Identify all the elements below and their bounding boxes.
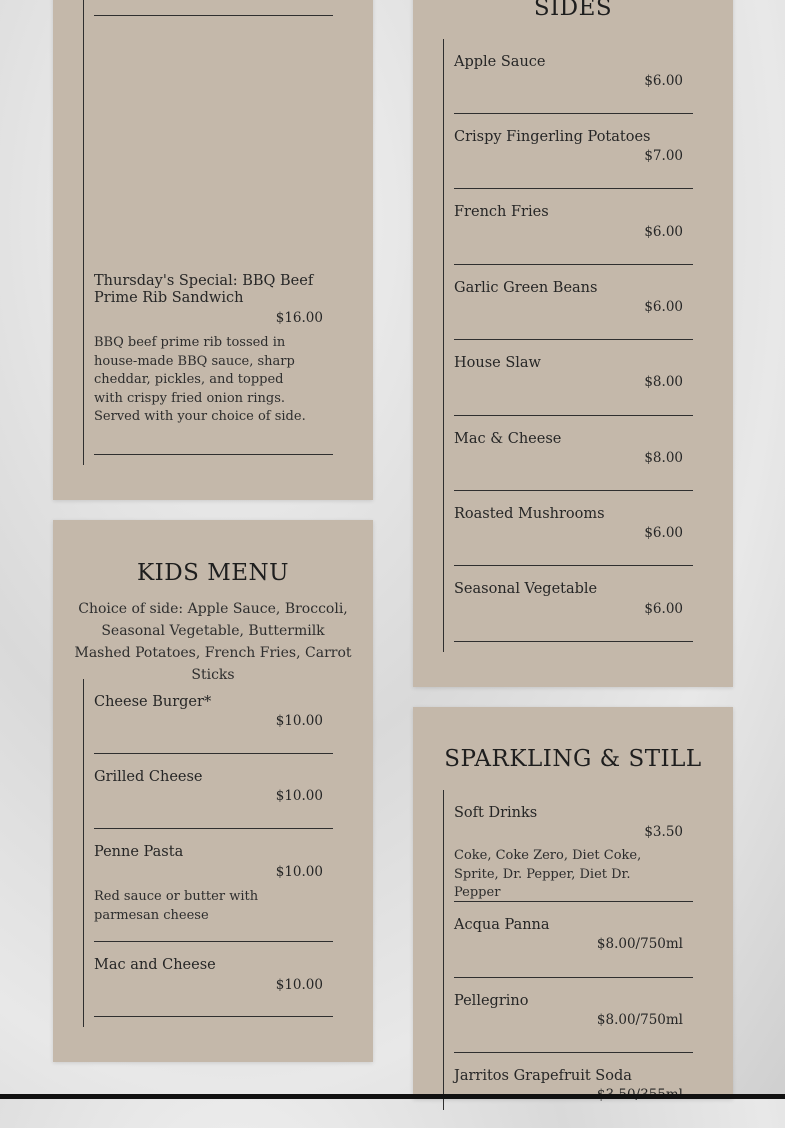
item-price: $3.50 (644, 824, 683, 840)
item-name: House Slaw (454, 355, 541, 371)
menu-item (454, 491, 693, 566)
item-name: Soft Drinks (454, 805, 538, 821)
menu-item (454, 902, 693, 978)
menu-item (94, 754, 333, 829)
item-name: Roasted Mushrooms (454, 506, 605, 522)
item-price: $10.00 (275, 977, 323, 993)
divider-top (94, 0, 333, 16)
section-title: SIDES (533, 0, 613, 21)
menu-item (454, 340, 693, 416)
special-menu-card (53, 0, 373, 500)
item-name: Pellegrino (454, 993, 529, 1009)
section-title: SPARKLING & STILL (444, 746, 702, 772)
drinks-card (413, 707, 733, 1099)
bottom-edge-bar (0, 1094, 785, 1099)
menu-item (454, 978, 693, 1053)
item-price: $16.00 (275, 310, 323, 326)
kids-item-list (83, 679, 333, 1027)
kids-menu-card (53, 520, 373, 1062)
special-item-list (83, 0, 333, 465)
item-name: Seasonal Vegetable (454, 581, 598, 597)
section-title: KIDS MENU (136, 560, 290, 586)
menu-item (454, 265, 693, 340)
item-price: $10.00 (275, 788, 323, 804)
item-price: $6.00 (644, 525, 683, 541)
menu-item (454, 189, 693, 265)
menu-item (454, 1053, 693, 1128)
item-price: $6.00 (644, 299, 683, 315)
item-name: Crispy Fingerling Potatoes (454, 129, 651, 145)
menu-item (94, 829, 333, 942)
menu-item (454, 790, 693, 902)
item-price: $10.00 (275, 864, 323, 880)
item-name: Jarritos Grapefruit Soda (454, 1068, 632, 1084)
item-price: $10.00 (275, 713, 323, 729)
item-description: Coke, Coke Zero, Diet Coke, Sprite, Dr. Pepper, Diet Dr. Pepper (454, 848, 642, 900)
item-name: Apple Sauce (454, 54, 546, 70)
sides-card (413, 0, 733, 687)
sides-item-list (443, 39, 693, 652)
item-name: Grilled Cheese (94, 769, 203, 785)
item-price: $8.00 (644, 450, 683, 466)
item-name: Thursday's Special: BBQ Beef Prime Rib Sandwich (94, 273, 314, 306)
item-description: Red sauce or butter with parmesan cheese (94, 889, 259, 923)
menu-item (94, 942, 333, 1017)
item-price: $6.00 (644, 73, 683, 89)
item-price: $8.00 (644, 374, 683, 390)
item-name: Garlic Green Beans (454, 280, 598, 296)
item-price: $8.00/750ml (596, 936, 683, 952)
menu-item (454, 416, 693, 491)
menu-item (454, 39, 693, 114)
item-name: French Fries (454, 204, 549, 220)
menu-item (94, 679, 333, 754)
item-name: Cheese Burger* (94, 694, 212, 710)
item-price: $6.00 (644, 601, 683, 617)
item-price: $8.00/750ml (596, 1012, 683, 1028)
item-description: BBQ beef prime rib tossed in house-made BBQ sauce, sharp cheddar, pickles, and topped with crispy fried onion rings. Served with your choice of side. (94, 335, 306, 424)
item-price: $6.00 (644, 224, 683, 240)
drinks-item-list (443, 790, 693, 1110)
item-name: Mac and Cheese (94, 957, 216, 973)
menu-item (454, 114, 693, 189)
section-description: Choice of side: Apple Sauce, Broccoli, Seasonal Vegetable, Buttermilk Mashed Potatoes, French Fries, Carrot Sticks (74, 601, 352, 683)
item-name: Penne Pasta (94, 844, 184, 860)
item-price: $7.00 (644, 148, 683, 164)
menu-item (94, 16, 333, 455)
menu-item (454, 566, 693, 642)
item-name: Mac & Cheese (454, 431, 562, 447)
item-name: Acqua Panna (454, 917, 550, 933)
